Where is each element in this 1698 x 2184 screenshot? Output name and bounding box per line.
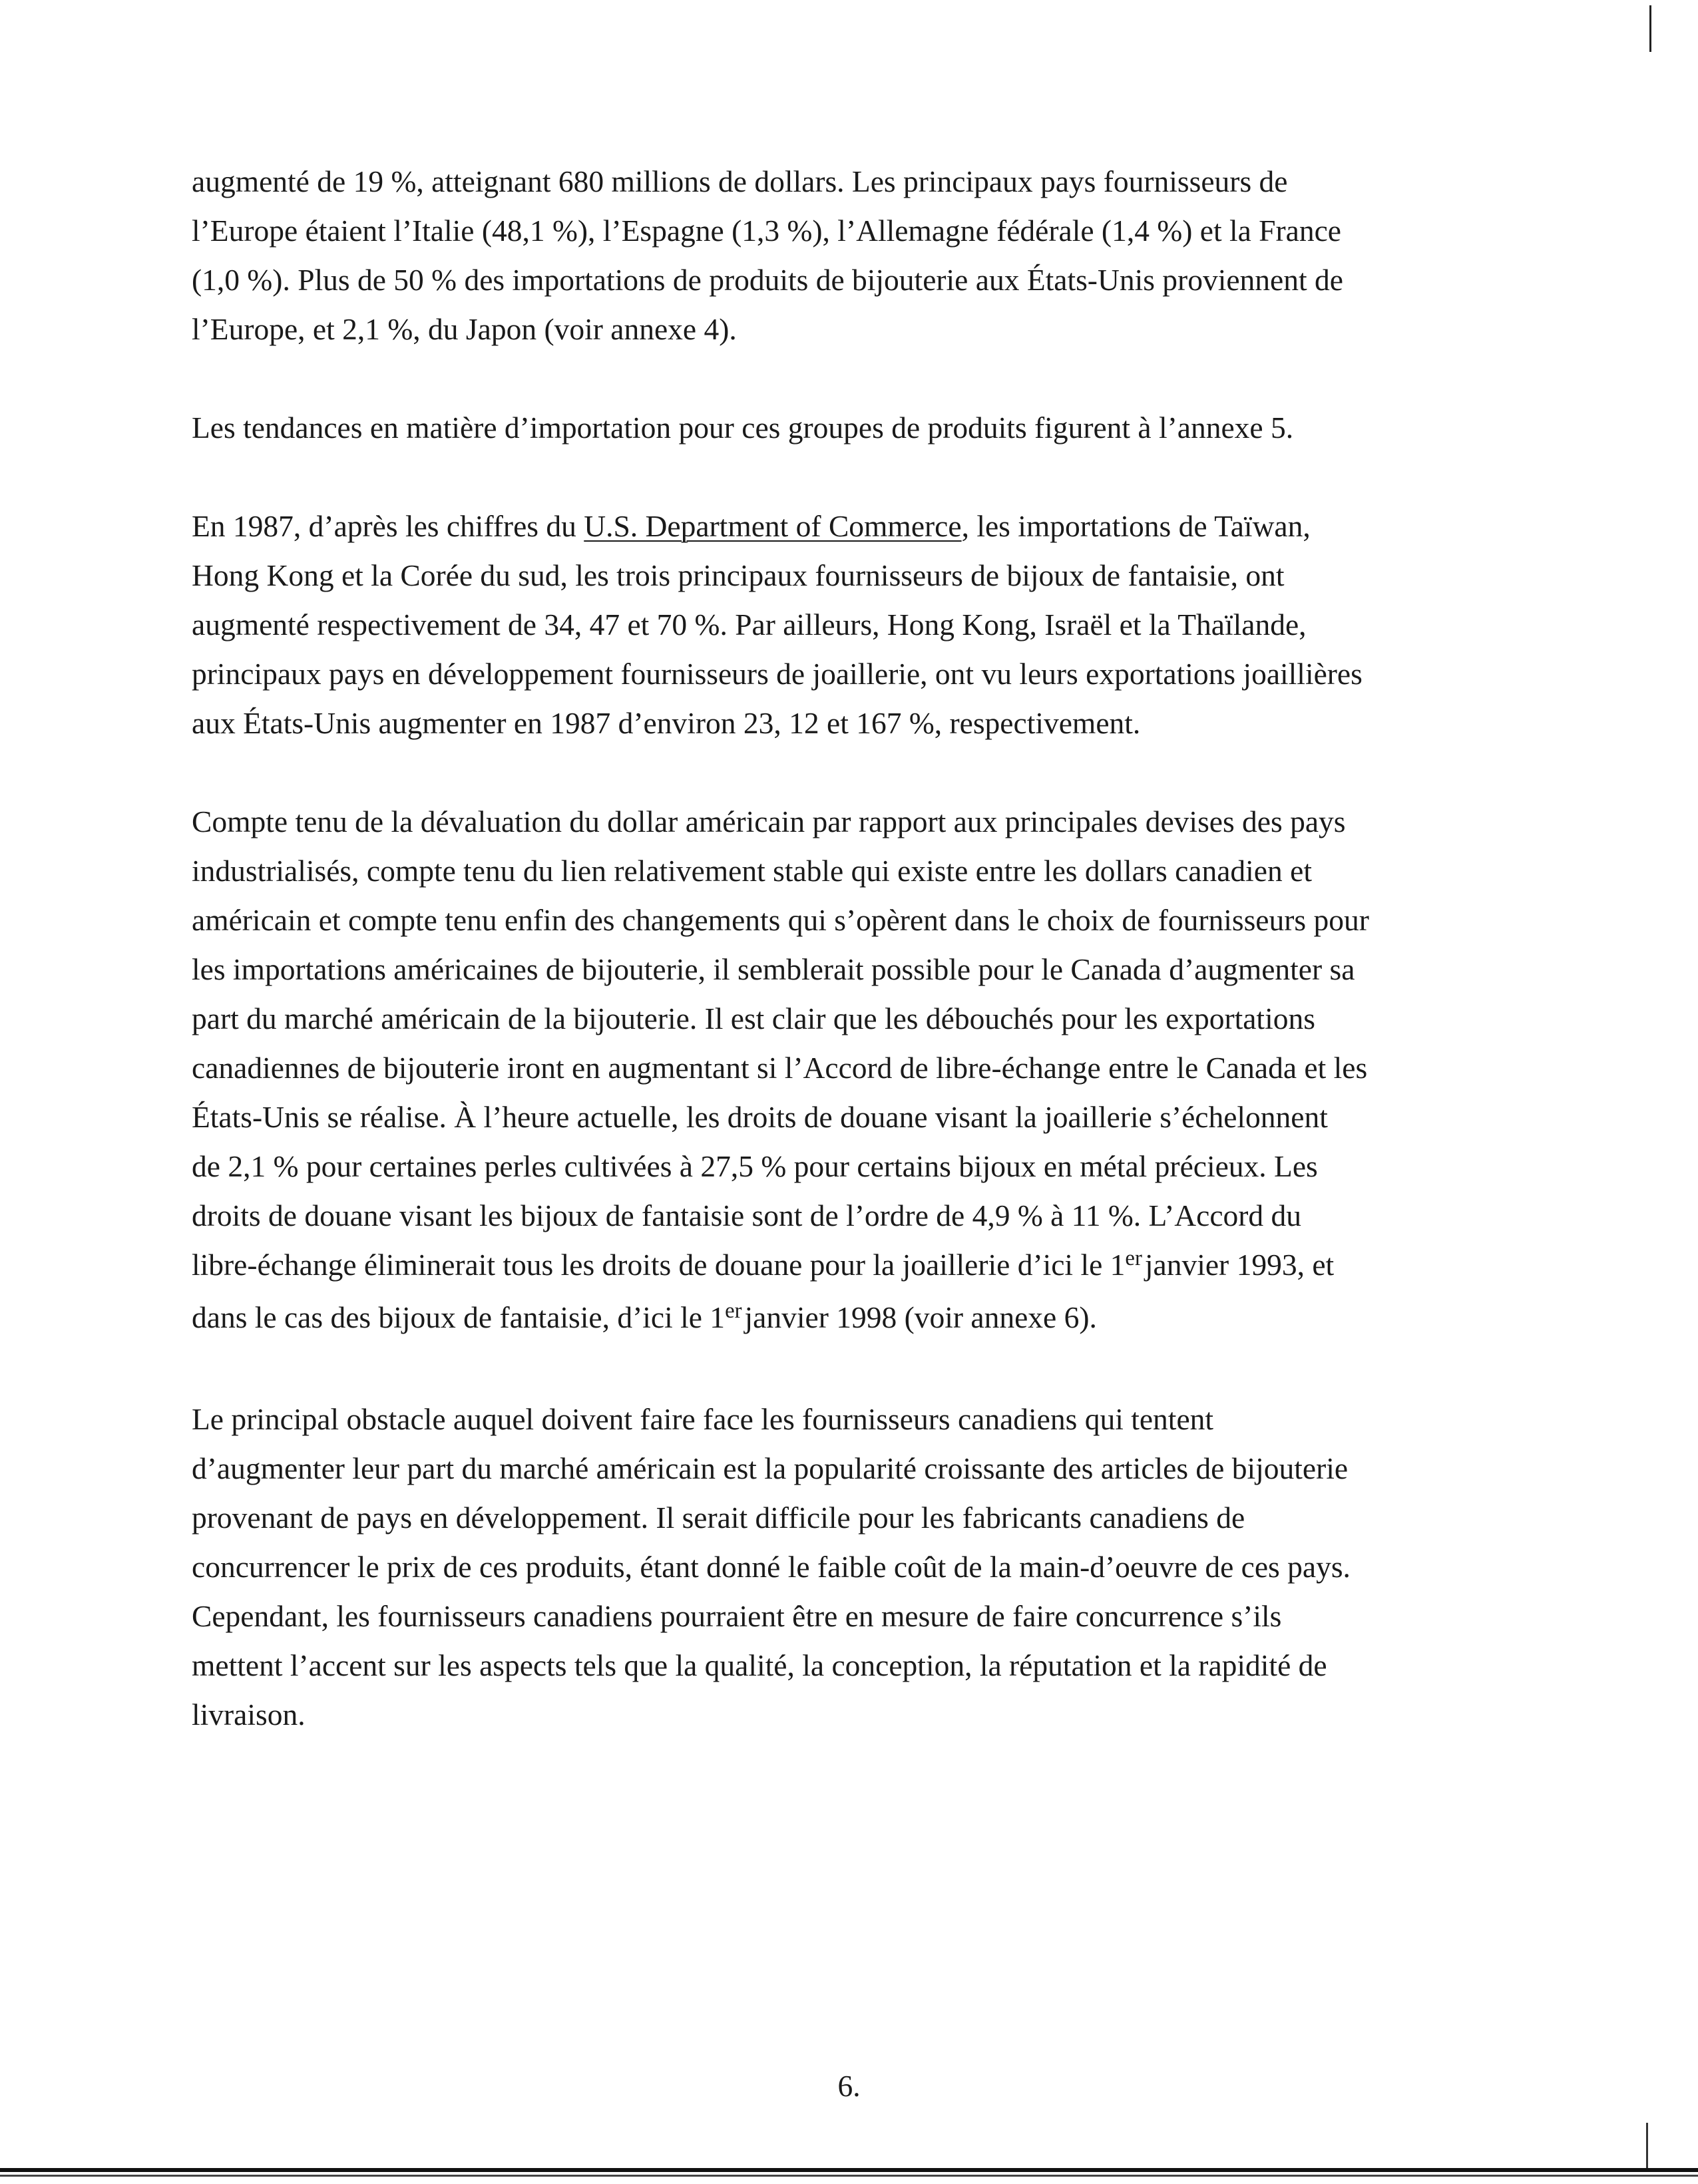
text-segment: libre-échange éliminerait tous les droits de douane pour la joaillerie d’ici le 1 [192,1248,1126,1282]
text-line: l’Europe, et 2,1 %, du Japon (voir annexe 4). [192,312,737,346]
scan-edge-mark-top [1649,5,1651,52]
text-line: de 2,1 % pour certaines perles cultivées à 27,5 % pour certains bijoux en métal précieux. Les [192,1149,1318,1183]
text-segment: , les importations de Taïwan, [961,509,1311,543]
underlined-reference: U.S. Department of Commerce [584,509,962,543]
text-line [192,1240,1516,1293]
text-segment: janvier 1998 (voir annexe 6). [744,1300,1097,1334]
paragraph-5 [192,1395,1516,1739]
paragraph-1 [192,157,1516,354]
text-line: Cependant, les fournisseurs canadiens pourraient être en mesure de faire concurrence s’ils [192,1599,1282,1633]
text-line: canadiennes de bijouterie iront en augmentant si l’Accord de libre-échange entre le Canada et les [192,1051,1368,1085]
text-line: Les tendances en matière d’importation pour ces groupes de produits figurent à l’annexe 5. [192,411,1294,445]
text-line: Hong Kong et la Corée du sud, les trois principaux fournisseurs de bijoux de fantaisie, ont [192,558,1285,592]
text-line: provenant de pays en développement. Il serait difficile pour les fabricants canadiens de [192,1501,1245,1535]
text-line: américain et compte tenu enfin des changements qui s’opèrent dans le choix de fournisseurs pour [192,903,1369,937]
text-line: l’Europe étaient l’Italie (48,1 %), l’Espagne (1,3 %), l’Allemagne fédérale (1,4 %) et la France [192,214,1341,248]
page-number: 6. [837,2069,861,2103]
paragraph-3 [192,502,1516,748]
paragraph-2 [192,403,1516,453]
text-line: les importations américaines de bijouterie, il semblerait possible pour le Canada d’augmenter sa [192,952,1355,986]
text-line: part du marché américain de la bijouterie. Il est clair que les débouchés pour les exportations [192,1001,1315,1035]
text-line: mettent l’accent sur les aspects tels que la qualité, la conception, la réputation et la rapidité de [192,1648,1327,1682]
text-segment: janvier 1993, et [1144,1248,1335,1282]
text-line: augmenté respectivement de 34, 47 et 70 %. Par ailleurs, Hong Kong, Israël et la Thaïlande, [192,608,1307,641]
text-line [192,502,1516,551]
superscript: er [725,1299,742,1324]
text-line: Le principal obstacle auquel doivent faire face les fournisseurs canadiens qui tentent [192,1402,1214,1436]
body-text [192,157,1516,1789]
scan-bottom-edge [0,2168,1698,2172]
text-line: États-Unis se réalise. À l’heure actuelle, les droits de douane visant la joaillerie s’échelonnent [192,1100,1328,1134]
text-line: Compte tenu de la dévaluation du dollar américain par rapport aux principales devises des pays [192,805,1346,838]
text-line [192,1293,1516,1346]
text-line: aux États-Unis augmenter en 1987 d’environ 23, 12 et 167 %, respectivement. [192,706,1141,740]
text-line: d’augmenter leur part du marché américain est la popularité croissante des articles de bijouterie [192,1451,1349,1485]
paragraph-4 [192,797,1516,1346]
scan-bottom-edge-shadow [0,2175,1698,2177]
text-segment: dans le cas des bijoux de fantaisie, d’ici le 1 [192,1300,726,1334]
text-line: industrialisés, compte tenu du lien relativement stable qui existe entre les dollars canadien et [192,854,1312,888]
text-line: augmenté de 19 %, atteignant 680 millions de dollars. Les principaux pays fournisseurs de [192,164,1288,198]
text-segment: En 1987, d’après les chiffres du [192,509,584,543]
text-line: principaux pays en développement fournisseurs de joaillerie, ont vu leurs exportations joaillières [192,657,1363,691]
text-line: droits de douane visant les bijoux de fantaisie sont de l’ordre de 4,9 % à 11 %. L’Accord du [192,1198,1302,1232]
scan-edge-mark-bottom [1646,2123,1648,2168]
text-line: (1,0 %). Plus de 50 % des importations de produits de bijouterie aux États-Unis proviennent de [192,263,1343,297]
text-line: livraison. [192,1698,306,1731]
superscript: er [1125,1246,1142,1271]
text-line: concurrencer le prix de ces produits, étant donné le faible coût de la main-d’oeuvre de ces pays. [192,1550,1351,1584]
